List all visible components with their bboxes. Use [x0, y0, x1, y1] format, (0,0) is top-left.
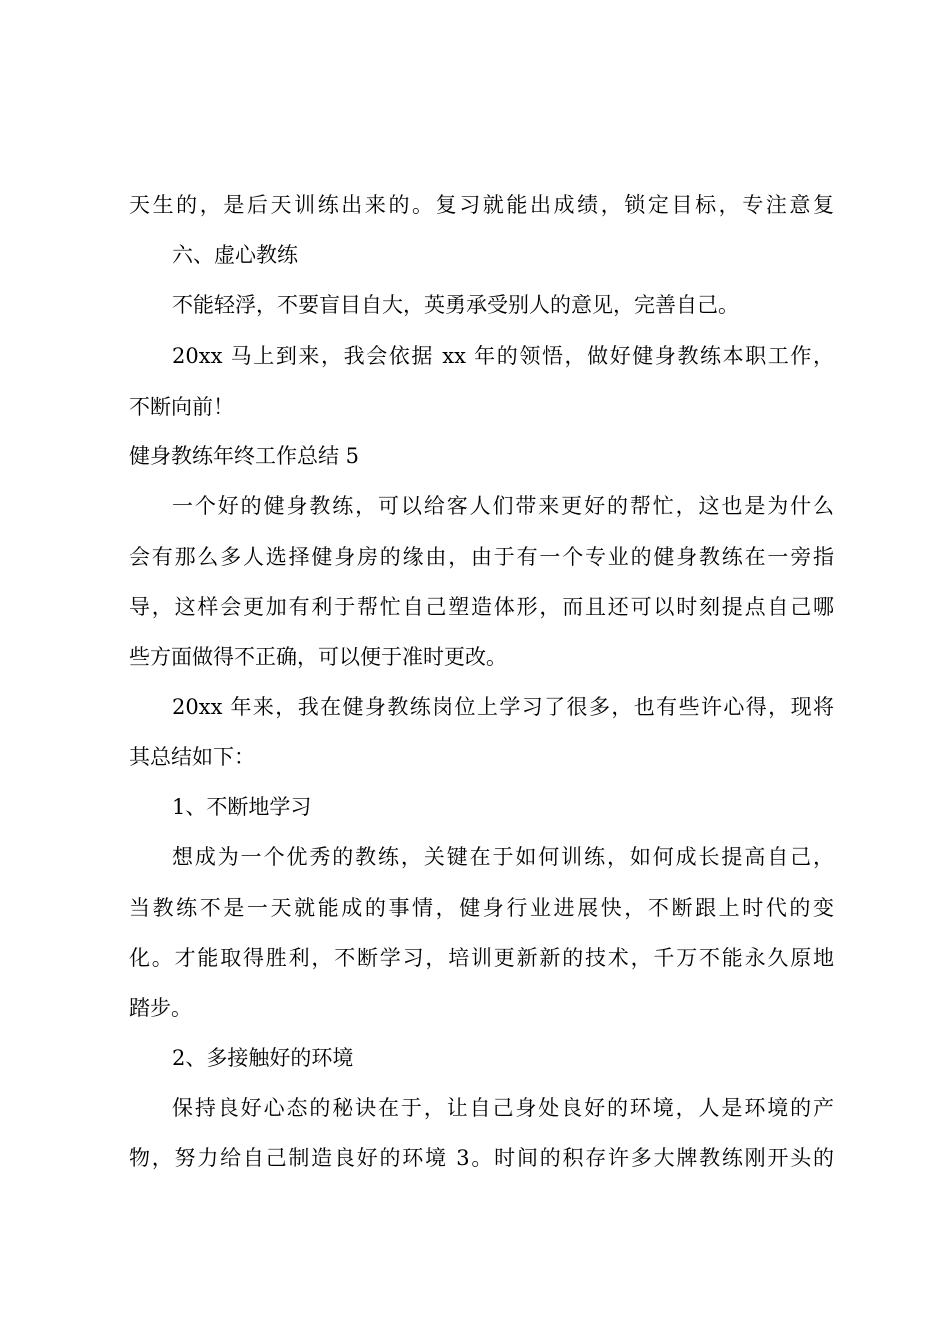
body-line: 不断向前！: [129, 395, 234, 419]
body-line: 一个好的健身教练，可以给客人们带来更好的帮忙，这也是为什么: [172, 494, 834, 518]
body-line: 物，努力给自己制造良好的环境 3。时间的积存许多大牌教练刚开头的: [129, 1146, 834, 1170]
body-line: 20xx 年来，我在健身教练岗位上学习了很多，也有些许心得，现将: [172, 695, 834, 719]
body-line: 其总结如下：: [129, 745, 255, 769]
body-line: 保持良好心态的秘诀在于，让自己身处良好的环境，人是环境的产: [172, 1096, 834, 1120]
section-heading: 1、不断地学习: [172, 795, 312, 819]
body-line: 20xx 马上到来，我会依据 xx 年的领悟，做好健身教练本职工作，: [172, 344, 834, 368]
body-line: 不能轻浮，不要盲目自大，英勇承受别人的意见，完善自己。: [172, 293, 739, 317]
body-line: 导，这样会更加有利于帮忙自己塑造体形，而且还可以时刻提点自己哪: [129, 595, 834, 619]
section-heading: 六、虚心教练: [172, 243, 298, 267]
body-line: 会有那么多人选择健身房的缘由，由于有一个专业的健身教练在一旁指: [129, 545, 834, 569]
section-heading: 2、多接触好的环境: [172, 1046, 354, 1070]
body-line: 天生的，是后天训练出来的。复习就能出成绩，锁定目标，专注意复: [129, 193, 834, 217]
body-line: 些方面做得不正确，可以便于准时更改。: [129, 645, 507, 669]
body-line: 化。才能取得胜利，不断学习，培训更新新的技术，千万不能永久原地: [129, 946, 834, 970]
document-title: 健身教练年终工作总结 5: [129, 444, 360, 468]
body-line: 想成为一个优秀的教练，关键在于如何训练，如何成长提高自己，: [172, 845, 834, 869]
body-line: 踏步。: [129, 996, 192, 1020]
body-line: 当教练不是一天就能成的事情，健身行业进展快，不断跟上时代的变: [129, 896, 834, 920]
